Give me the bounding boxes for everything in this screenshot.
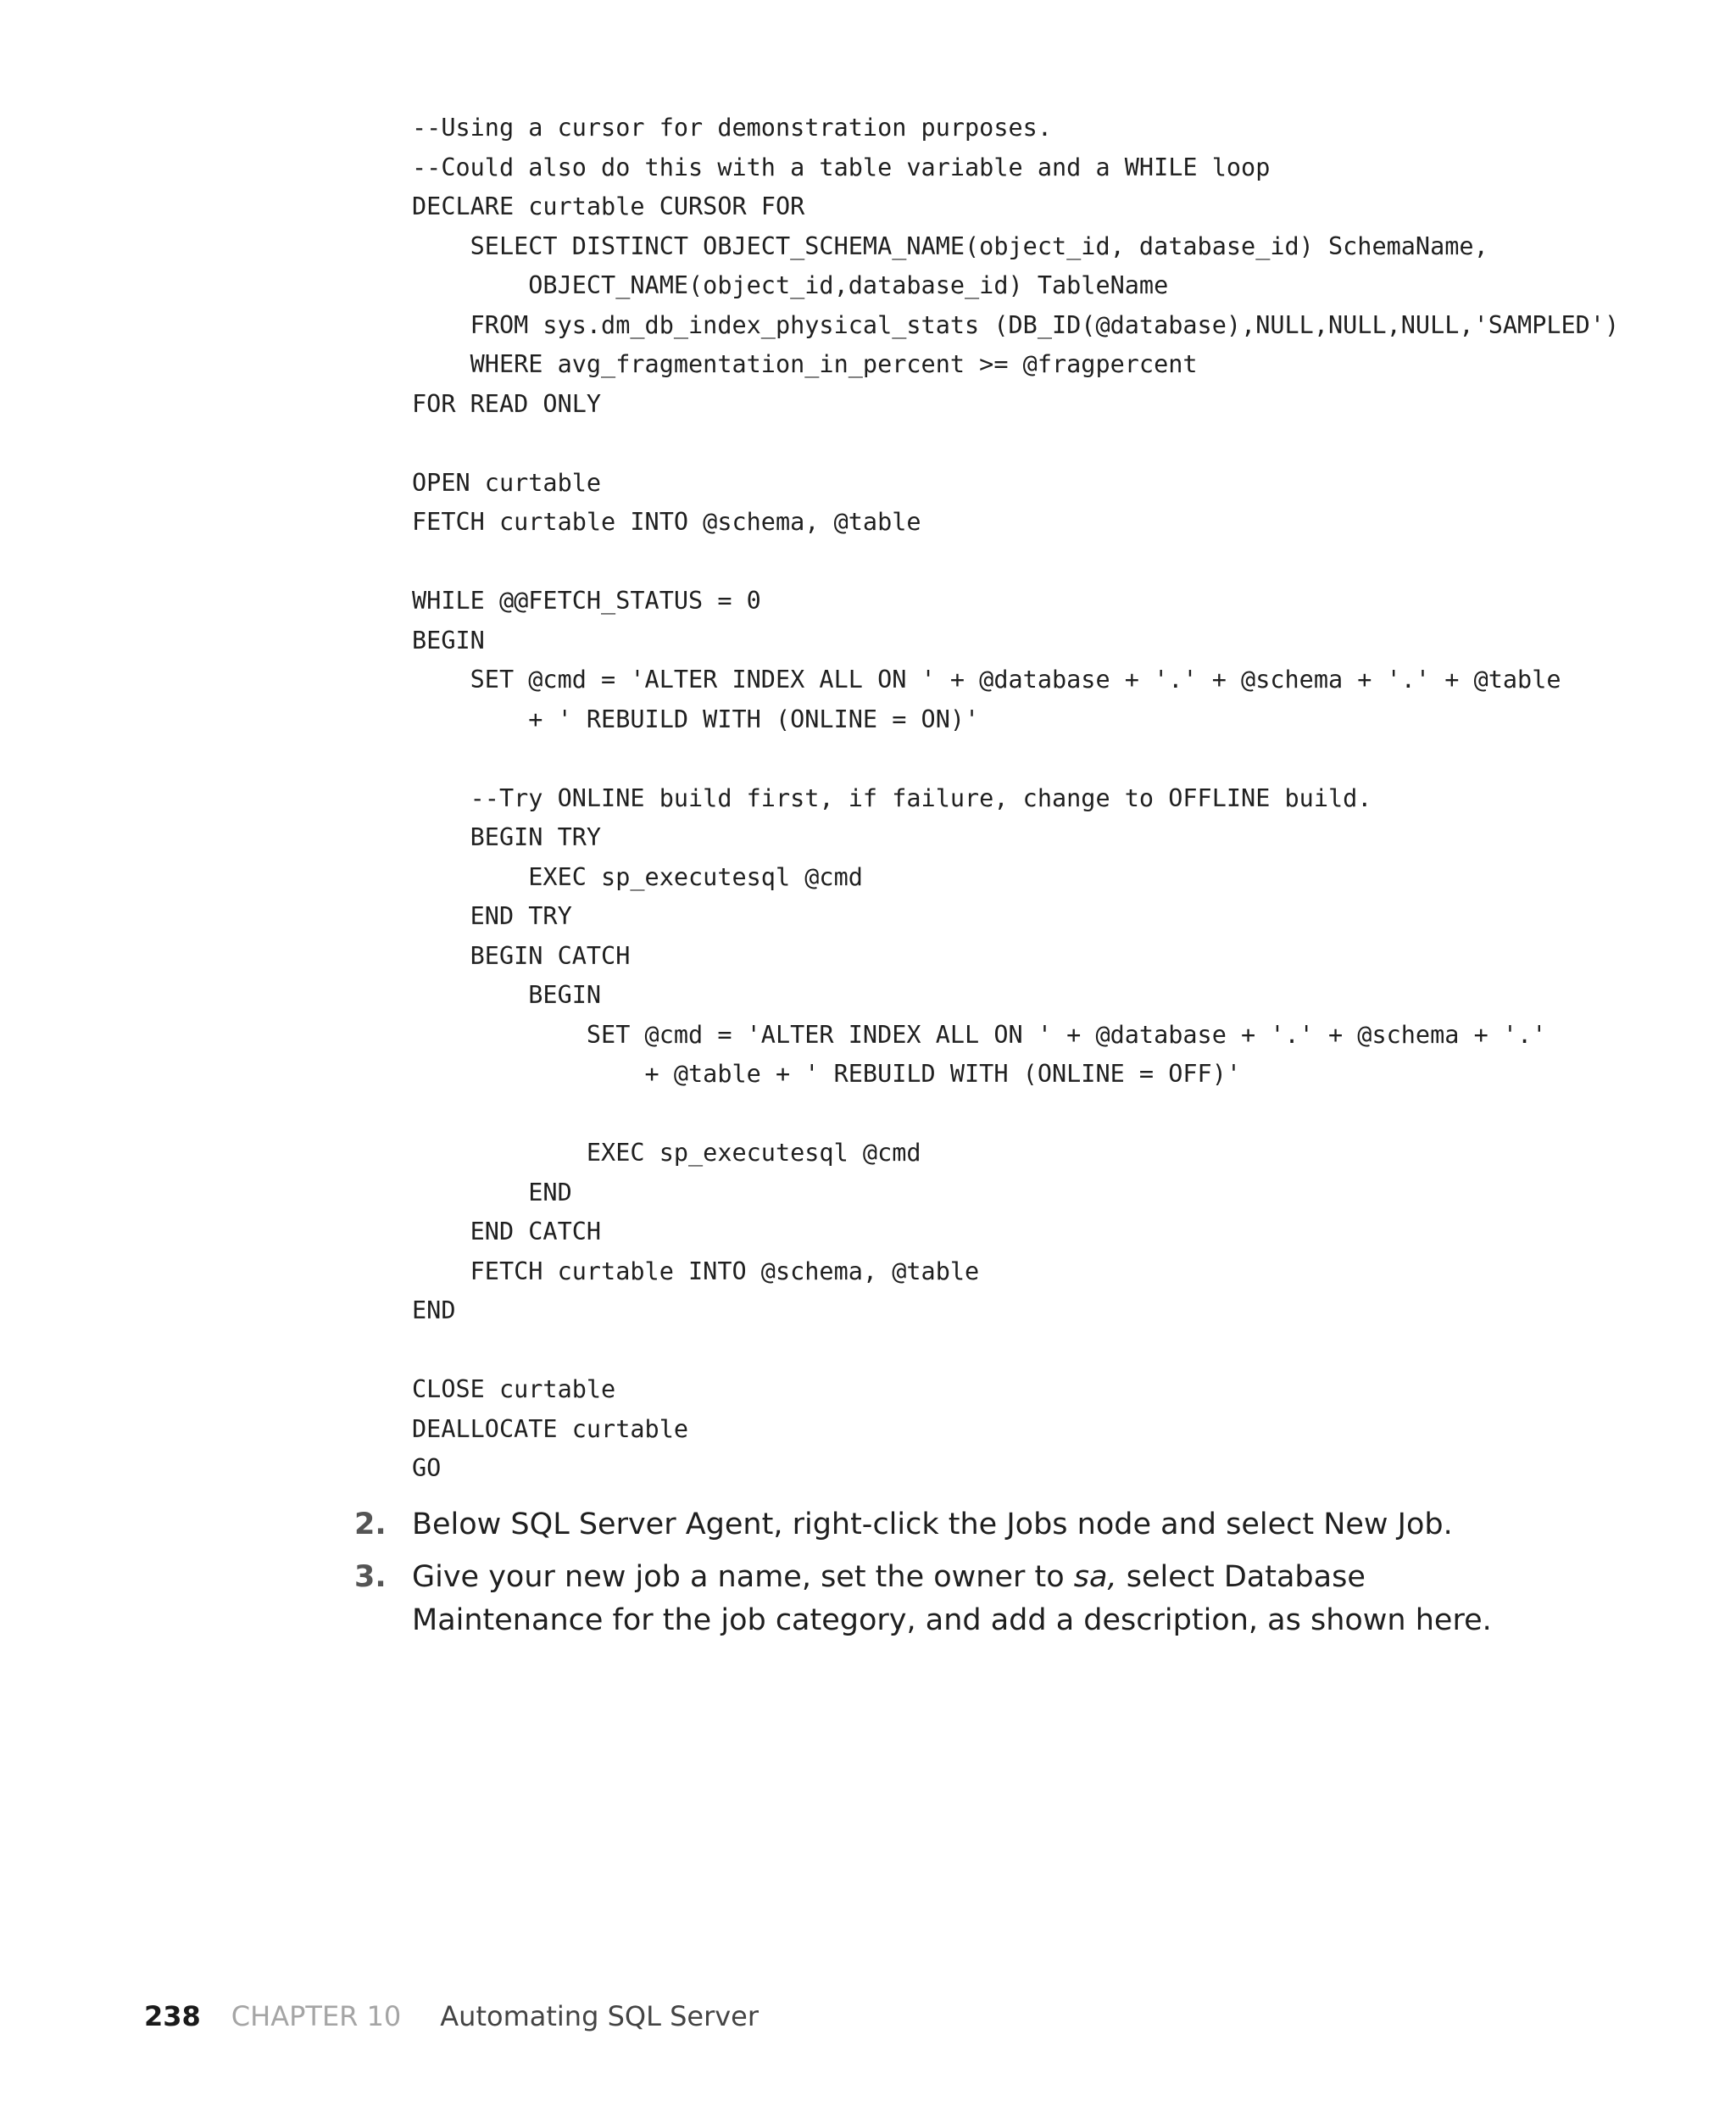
step-text-emphasis: sa, (1073, 1560, 1117, 1594)
code-line: END (412, 1296, 456, 1324)
code-line: END CATCH (412, 1218, 602, 1246)
code-line: BEGIN (412, 626, 485, 655)
code-line: WHILE @@FETCH_STATUS = 0 (412, 587, 761, 615)
code-line: --Using a cursor for demonstration purposes. (412, 114, 1052, 142)
code-line: FETCH curtable INTO @schema, @table (412, 508, 921, 536)
code-line: + @table + ' REBUILD WITH (ONLINE = OFF)' (412, 1060, 1242, 1088)
numbered-steps (354, 1503, 1558, 1652)
code-line: FROM sys.dm_db_index_physical_stats (DB_ID(@database),NULL,NULL,NULL,'SAMPLED') (412, 310, 1620, 339)
code-line: SET @cmd = 'ALTER INDEX ALL ON ' + @database + '.' + @schema + '.' (412, 1020, 1547, 1049)
chapter-label: CHAPTER 10 (231, 2000, 402, 2032)
code-line: --Could also do this with a table variable and a WHILE loop (412, 153, 1271, 181)
code-line-blank (412, 1331, 1619, 1371)
code-line: OPEN curtable (412, 468, 602, 497)
code-line: SELECT DISTINCT OBJECT_SCHEMA_NAME(object_id, database_id) SchemaName, (412, 231, 1488, 260)
code-listing (412, 109, 1619, 1489)
code-line: SET @cmd = 'ALTER INDEX ALL ON ' + @database + '.' + @schema + '.' + @table (412, 666, 1561, 694)
page-number: 238 (144, 2000, 201, 2032)
code-line: BEGIN CATCH (412, 941, 631, 970)
code-line: DECLARE curtable CURSOR FOR (412, 192, 805, 220)
step-number: 3. (354, 1560, 387, 1594)
code-line: --Try ONLINE build first, if failure, change to OFFLINE build. (412, 783, 1372, 812)
code-line-blank (412, 1095, 1619, 1134)
code-line: + ' REBUILD WITH (ONLINE = ON)' (412, 705, 980, 733)
code-line: END (412, 1178, 572, 1207)
step-text-before: Give your new job a name, set the owner to (412, 1560, 1074, 1594)
code-line: GO (412, 1454, 442, 1482)
code-line: OBJECT_NAME(object_id,database_id) TableName (412, 271, 1169, 299)
step-item (354, 1556, 1558, 1642)
code-line-blank (412, 739, 1619, 779)
step-number: 2. (354, 1508, 387, 1541)
code-line: BEGIN TRY (412, 823, 602, 851)
code-line: CLOSE curtable (412, 1375, 616, 1403)
step-text-after: select Database Maintenance for the job category, and add a description, as shown here. (412, 1560, 1492, 1637)
code-line: WHERE avg_fragmentation_in_percent >= @fragpercent (412, 350, 1198, 378)
step-item (354, 1503, 1558, 1547)
code-line: EXEC sp_executesql @cmd (412, 862, 863, 891)
code-line: FOR READ ONLY (412, 389, 602, 418)
code-line: BEGIN (412, 981, 602, 1009)
chapter-title: Automating SQL Server (440, 2000, 759, 2032)
code-line: EXEC sp_executesql @cmd (412, 1139, 921, 1167)
code-line-blank (412, 424, 1619, 464)
code-line: END TRY (412, 902, 572, 930)
code-line: FETCH curtable INTO @schema, @table (412, 1257, 980, 1285)
code-line-blank (412, 543, 1619, 582)
code-line: DEALLOCATE curtable (412, 1414, 689, 1443)
step-text (412, 1560, 1492, 1637)
step-text: Below SQL Server Agent, right-click the Jobs node and select New Job. (412, 1508, 1453, 1541)
page-footer (144, 1999, 759, 2033)
